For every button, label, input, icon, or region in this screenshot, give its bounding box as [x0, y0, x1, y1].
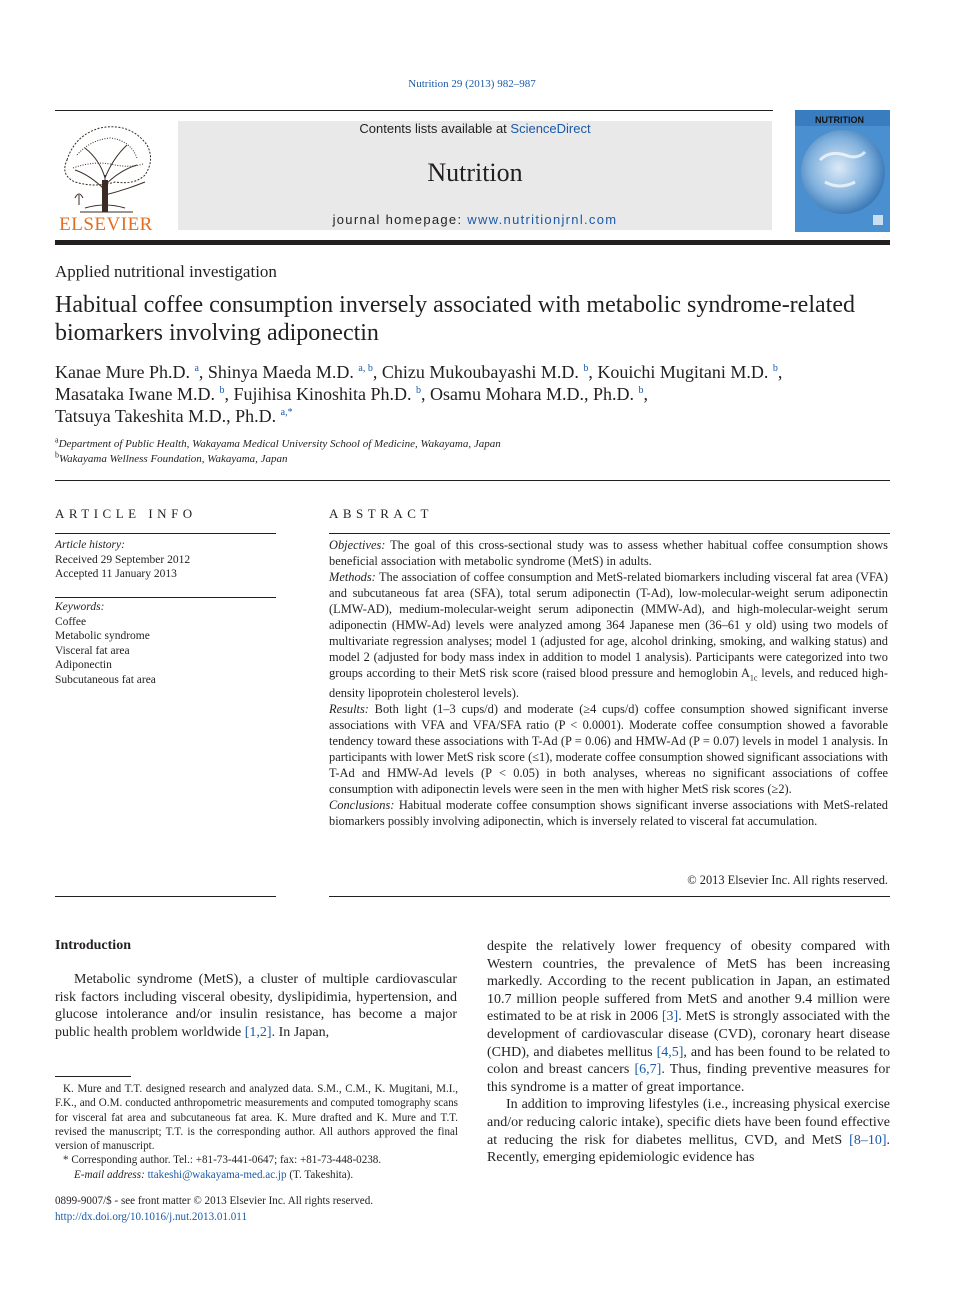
author-separator: , — [777, 362, 783, 382]
conclusions-label: Conclusions: — [329, 797, 395, 812]
paragraph-text: . Thus, finding preventive measures for this syndrome is a matter of great importance. — [487, 1062, 890, 1095]
email-link[interactable]: ttakeshi@wakayama-med.ac.jp — [147, 1168, 287, 1181]
methods-text: The association of coffee consumption and MetS-related biomarkers including visceral fat area (VFA) and subcutaneous fat area (SFA), total serum adiponectin (T-Ad), low-molecular-weight serum adiponectin (LMW-AD), medium-molecular-weight serum adiponectin (MMW-Ad), and high-molecular-weight serum adiponectin (HMW-Ad) levels were analyzed among 364 Japanese men (36–61 y old) using two models of multivariate regression analyses; model 1 (adjusted for age, alcohol drinking, smoking, and walking status) and model 2 (adjusted for body mass index in addition to model 1 analysis). Participants were categorized into two groups according to their MetS risk score (raised blood pressure and hemoglobin A — [329, 569, 888, 680]
author-separator: , — [224, 384, 234, 404]
body-column-right — [487, 938, 890, 1167]
issn-line: 0899-9007/$ - see front matter © 2013 Elsevier Inc. All rights reserved. — [55, 1195, 374, 1207]
author-affiliation-mark[interactable]: a — [194, 363, 199, 374]
divider — [55, 597, 276, 598]
author-separator: , — [198, 362, 208, 382]
keyword: Visceral fat area — [55, 644, 130, 657]
abstract-body — [329, 538, 888, 830]
methods-label: Methods: — [329, 569, 376, 584]
reference-link[interactable]: [3] — [661, 1009, 679, 1025]
journal-cover-image[interactable] — [795, 110, 890, 232]
keywords-block — [55, 600, 275, 687]
author-line-2 — [55, 383, 890, 405]
author-affiliation-mark[interactable]: a, b — [358, 363, 373, 374]
abstract-copyright: © 2013 Elsevier Inc. All rights reserved. — [687, 873, 888, 887]
author-separator: , — [420, 384, 430, 404]
journal-homepage — [178, 212, 772, 227]
header-thick-rule — [55, 240, 890, 245]
author-name: Kouichi Mugitani M.D. — [597, 362, 773, 382]
reference-link[interactable]: [1,2] — [244, 1024, 272, 1040]
affiliation-mark: b — [55, 450, 59, 460]
contents-prefix: Contents lists available at — [359, 121, 511, 136]
affiliation-mark: a — [55, 435, 59, 445]
objectives-label: Objectives: — [329, 538, 386, 552]
divider — [55, 533, 276, 534]
introduction-heading: Introduction — [55, 938, 131, 953]
paragraph-text: . In Japan, — [271, 1024, 330, 1040]
reference-link[interactable]: [6,7] — [634, 1062, 662, 1078]
corresponding-author-mark[interactable]: * — [287, 407, 293, 418]
abstract-results — [329, 702, 888, 798]
objectives-text: The goal of this cross-sectional study was to assess whether habitual coffee consumption shows beneficial association with metabolic syndrome (MetS) in adults. — [329, 538, 888, 568]
paragraph-text: despite the relatively lower frequency of obesity compared with Western countries, the prevalence of MetS has been increasing markedly. According to the recent publication in Japan, an estimated 10.7 million people suffered from MetS and another 9.4 million were estimated to be at risk in 2006 — [487, 939, 890, 1025]
author-separator: , — [372, 362, 382, 382]
accepted-date: Accepted 11 January 2013 — [55, 568, 177, 580]
article-info-heading: ARTICLE INFO — [55, 506, 197, 521]
header-rule — [55, 110, 773, 111]
author-affiliation-mark[interactable]: b — [415, 385, 421, 396]
author-line-1 — [55, 361, 890, 383]
results-text: Both light (1–3 cups/d) and moderate (≥4 cups/d) coffee consumption showed significant inverse associations with VFA and VFA/SFA ratio (P < 0.0001). Moderate coffee consumption showed a favorable tendency toward these associations with T-Ad (P = 0.06) and HMW-Ad (P = 0.07) levels in model 1 analysis. In participants with lower MetS risk score (≤1), moderate coffee consumption showed significant associations with T-Ad and HMW-Ad levels (P < 0.05) in both analyses, whereas no significant associations of coffee consumption with adiponectin levels were seen in the men with higher MetS risk scores (≥2). — [329, 702, 888, 796]
keyword: Subcutaneous fat area — [55, 673, 156, 686]
paragraph-text: Metabolic syndrome (MetS), a cluster of multiple cardiovascular risk factors including visceral obesity, dyslipidimia, hypertension, and glucose intolerance and/or insulin resistance, has become a major public health problem worldwide — [55, 972, 457, 1040]
affiliation-b — [55, 452, 875, 467]
methods-subscript: 1c — [749, 673, 758, 683]
journal-name: Nutrition — [427, 158, 523, 187]
divider — [329, 896, 890, 897]
author-name: Tatsuya Takeshita M.D., Ph.D. — [55, 406, 281, 426]
keywords-label: Keywords: — [55, 601, 105, 613]
author-name: Chizu Mukoubayashi M.D. — [381, 362, 584, 382]
body-column-left — [55, 971, 457, 1041]
received-date: Received 29 September 2012 — [55, 553, 191, 566]
paragraph-text: . MetS is strongly associated with the development of cardiovascular disease (CVD), coronary heart disease (CHD), and diabetes mellitus — [487, 1009, 891, 1060]
homepage-prefix: journal homepage: — [332, 212, 468, 227]
author-separator: , — [643, 384, 648, 404]
divider — [329, 533, 890, 534]
cover-title: NUTRITION — [815, 115, 864, 125]
doi-link[interactable]: http://dx.doi.org/10.1016/j.nut.2013.01.011 — [55, 1210, 247, 1223]
email-suffix: (T. Takeshita). — [286, 1168, 354, 1181]
author-name: Masataka Iwane M.D. — [55, 384, 220, 404]
conclusions-text: Habitual moderate coffee consumption shows significant inverse associations with MetS-related biomarkers possibly involving adiponectin, which is inversely related to visceral fat accumulation. — [329, 797, 888, 828]
paragraph-text: In addition to improving lifestyles (i.e., increasing physical exercise and/or reducing caloric intake), specific diets have been found effective at reducing the risk for diabetes mellitus, CVD, and MetS — [487, 1097, 890, 1148]
article-history — [55, 538, 275, 582]
email-note — [55, 1168, 458, 1182]
keyword: Adiponectin — [55, 659, 112, 671]
contents-line — [178, 121, 772, 136]
corresponding-author-note: * Corresponding author. Tel.: +81-73-441-0647; fax: +81-73-448-0238. — [63, 1154, 382, 1167]
paragraph — [55, 971, 457, 1041]
keyword: Metabolic syndrome — [55, 630, 150, 642]
author-affiliation-mark[interactable]: a, — [280, 407, 288, 418]
author-affiliation-mark[interactable]: b — [583, 363, 589, 374]
elsevier-wordmark: ELSEVIER — [59, 214, 153, 235]
article-title: Habitual coffee consumption inversely associated with metabolic syndrome-related biomarkers involving adiponectin — [55, 292, 855, 346]
author-affiliation-mark[interactable]: b — [638, 385, 644, 396]
abstract-methods — [329, 570, 888, 702]
paragraph — [487, 938, 890, 1096]
issn-block — [55, 1194, 373, 1225]
reference-link[interactable]: [4,5] — [656, 1044, 684, 1060]
sciencedirect-link[interactable]: ScienceDirect — [510, 121, 591, 136]
divider — [55, 480, 890, 481]
methods-text-end: levels, and reduced high-density lipoprotein cholesterol levels). — [329, 665, 888, 701]
journal-citation-link[interactable]: Nutrition 29 (2013) 982–987 — [408, 78, 536, 90]
contributions-note: K. Mure and T.T. designed research and analyzed data. S.M., C.M., K. Mugitani, M.I., F.K., and O.M. conducted anthropometric measurements and computed tomography scans for visceral fat area and subcutaneous fat area. K. Mure drafted and K. Mure and T.T. revised the manuscript; T.T. is the corresponding author. All authors approved the final version of manuscript. — [55, 1083, 458, 1153]
paragraph — [487, 1096, 890, 1166]
abstract-objectives — [329, 538, 888, 570]
footnotes — [55, 1082, 458, 1182]
author-name: Shinya Maeda M.D. — [207, 362, 359, 382]
divider — [55, 896, 276, 897]
affiliation-a — [55, 437, 875, 452]
abstract-conclusions — [329, 798, 888, 830]
author-list — [55, 361, 890, 427]
keyword: Coffee — [55, 615, 87, 628]
reference-link[interactable]: [8–10] — [849, 1132, 887, 1148]
author-name: Kanae Mure Ph.D. — [55, 362, 195, 382]
author-affiliation-mark[interactable]: b — [772, 363, 778, 374]
paragraph-text: . Recently, emerging epidemiologic evidence has — [487, 1132, 890, 1166]
article-section-label: Applied nutritional investigation — [55, 262, 277, 281]
history-label: Article history: — [55, 539, 125, 551]
affiliation-text: Wakayama Wellness Foundation, Wakayama, Japan — [59, 453, 288, 465]
homepage-link[interactable]: www.nutritionjrnl.com — [467, 212, 618, 227]
email-label: E-mail address: — [74, 1168, 145, 1181]
footnote-rule — [55, 1076, 131, 1077]
paragraph-text: , and has been found to be related to colon and breast cancers — [487, 1044, 890, 1078]
author-line-3 — [55, 405, 890, 427]
author-affiliation-mark[interactable]: b — [219, 385, 225, 396]
abstract-heading: ABSTRACT — [329, 506, 433, 521]
affiliations — [55, 437, 875, 467]
results-label: Results: — [329, 702, 369, 716]
author-name: Fujihisa Kinoshita Ph.D. — [233, 384, 416, 404]
author-separator: , — [588, 362, 598, 382]
affiliation-text: Department of Public Health, Wakayama Medical University School of Medicine, Wakayama, Japan — [58, 438, 501, 450]
author-name: Osamu Mohara M.D., Ph.D. — [429, 384, 639, 404]
